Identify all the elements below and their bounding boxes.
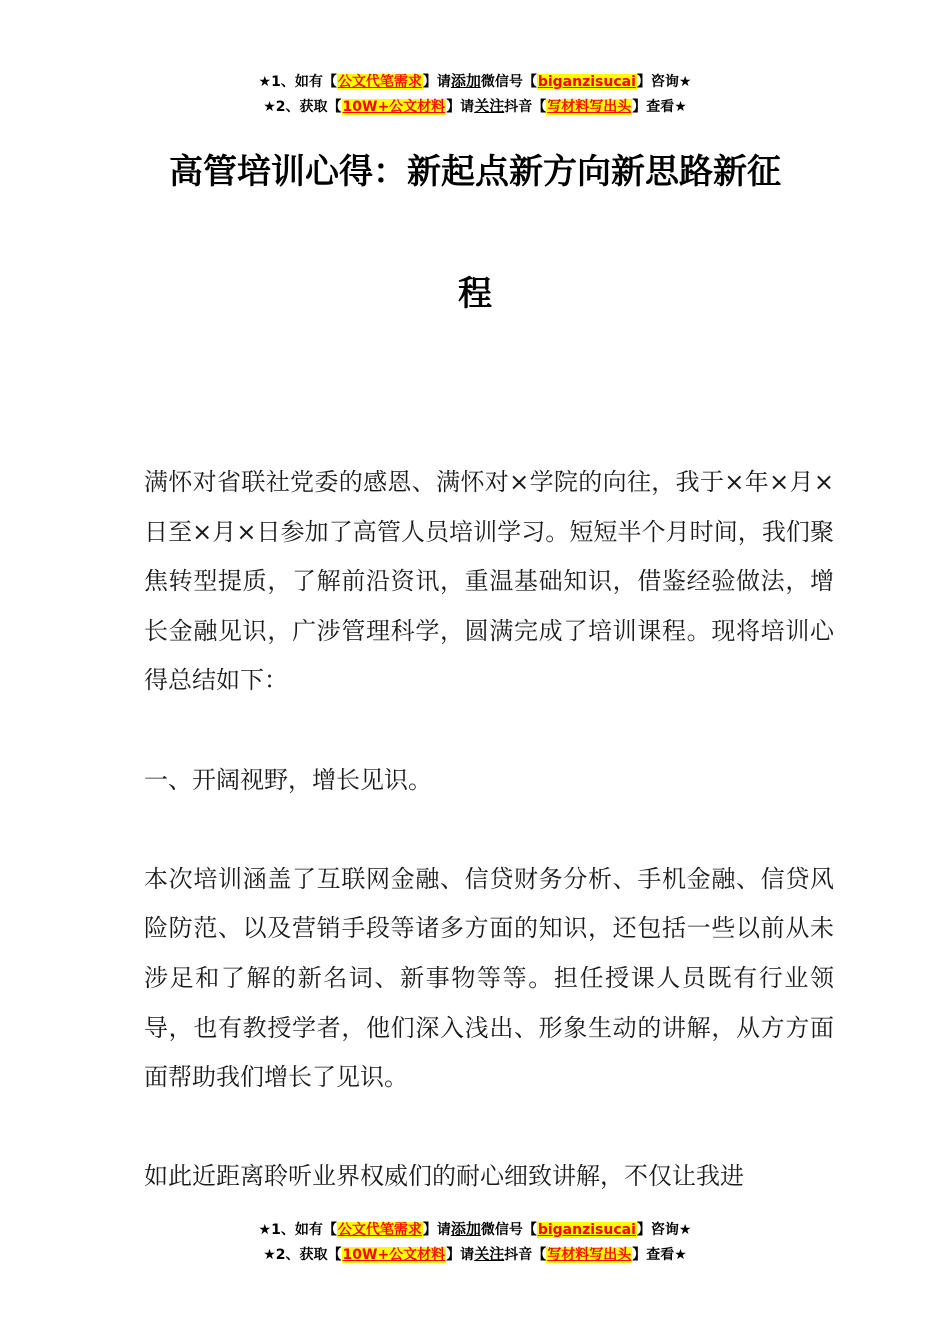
banner-text: 】查看★ xyxy=(632,99,687,115)
banner-highlight: biganzisucai xyxy=(537,74,636,90)
banner-emphasis: 关注 xyxy=(474,97,505,115)
banner-text: ★2、获取【 xyxy=(263,99,342,115)
banner-line-2 xyxy=(0,94,950,119)
body-paragraph: 如此近距离聆听业界权威们的耐心细致讲解，不仅让我进 xyxy=(144,1162,744,1191)
footer-banner xyxy=(0,1217,950,1267)
banner-highlight: 公文代笔需求 xyxy=(337,74,422,90)
banner-text: 】请 xyxy=(446,1247,475,1263)
banner-text: 】咨询★ xyxy=(636,1222,692,1238)
banner-highlight: 写材料写出头 xyxy=(547,1247,632,1263)
banner-emphasis: 添加 xyxy=(450,72,481,90)
banner-text: ★2、获取【 xyxy=(263,1247,342,1263)
banner-text: 】咨询★ xyxy=(636,74,692,90)
banner-text: 】查看★ xyxy=(632,1247,687,1263)
body-paragraph: 本次培训涵盖了互联网金融、信贷财务分析、手机金融、信贷风险防范、以及营销手段等诸多方面的知识，还包括一些以前从未涉足和了解的新名词、新事物等等。担任授课人员既有行业领导，也有教授学者，他们深入浅出、形象生动的讲解，从方方面面帮助我们增长了见识。 xyxy=(144,864,834,1092)
banner-highlight: 10W+公文材料 xyxy=(342,1247,446,1263)
banner-highlight: 写材料写出头 xyxy=(547,99,632,115)
banner-line-1 xyxy=(0,69,950,94)
banner-text: 抖音【 xyxy=(504,99,547,115)
document-body xyxy=(144,458,834,1252)
banner-highlight: 公文代笔需求 xyxy=(337,1222,422,1238)
banner-emphasis: 添加 xyxy=(450,1220,481,1238)
banner-line-2 xyxy=(0,1242,950,1267)
banner-text: 微信号【 xyxy=(480,74,537,90)
document-title: 高管培训心得：新起点新方向新思路新征 xyxy=(169,152,781,192)
banner-line-1 xyxy=(0,1217,950,1242)
header-banner xyxy=(0,69,950,119)
intro-paragraph: 满怀对省联社党委的感恩、满怀对×学院的向往，我于×年×月×日至×月×日参加了高管人员培训学习。短短半个月时间，我们聚焦转型提质，了解前沿资讯，重温基础知识，借鉴经验做法，增长金融见识，广涉管理科学，圆满完成了培训课程。现将培训心得总结如下： xyxy=(144,468,834,695)
document-title-continued: 程 xyxy=(458,274,492,314)
banner-text: 】请 xyxy=(422,74,451,90)
banner-emphasis: 关注 xyxy=(474,1245,505,1263)
banner-text: 微信号【 xyxy=(480,1222,537,1238)
banner-text: ★1、如有【 xyxy=(258,1222,337,1238)
section-heading: 一、开阔视野，增长见识。 xyxy=(144,765,432,794)
banner-text: 抖音【 xyxy=(504,1247,547,1263)
banner-highlight: 10W+公文材料 xyxy=(342,99,446,115)
banner-highlight: biganzisucai xyxy=(537,1222,636,1238)
banner-text: 】请 xyxy=(422,1222,451,1238)
banner-text: ★1、如有【 xyxy=(258,74,337,90)
banner-text: 】请 xyxy=(446,99,475,115)
